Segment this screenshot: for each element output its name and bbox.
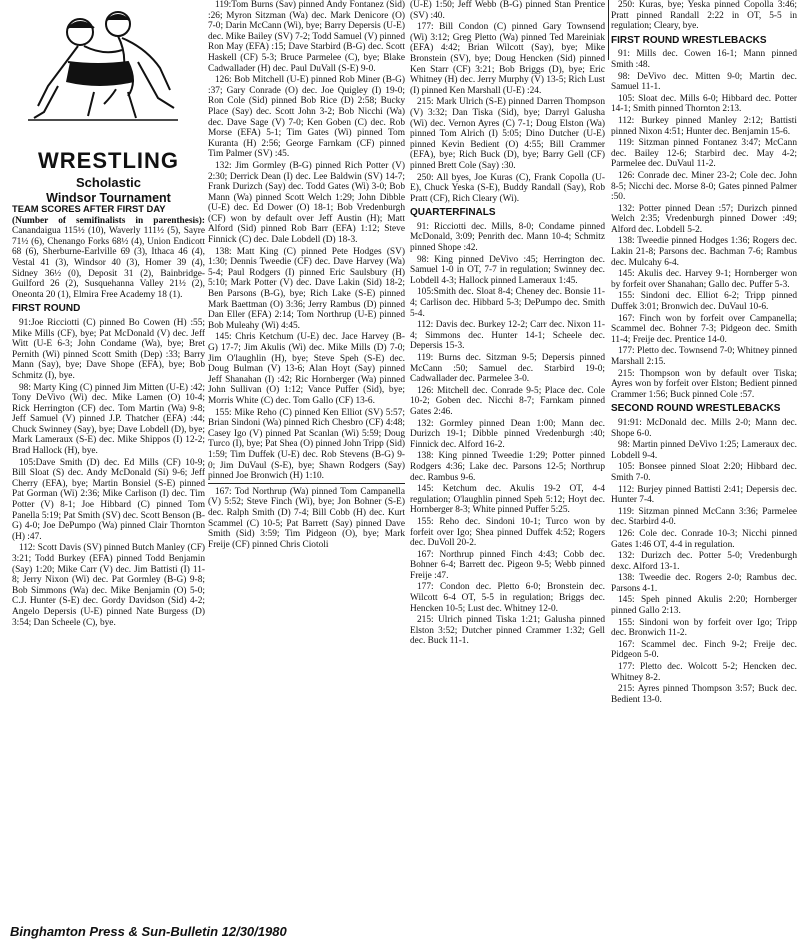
result-paragraph: 119:Tom Burns (Sav) pinned Andy Fontanez (Sid) :26; Myron Sitzman (Wa) dec. Mark Denicore (O) 7-0; Darin McCann (Wi), bye; Barry Depersis (U-E) dec. Mike Bailey (SV) 7-2; Todd Samuel (V) pinned Ron May (EFA) :15; Dave Starbird (B-G) dec. Scott Haskell (CF) 5-3; Bruce Parmelee (C), bye; Blake Cadwallader (H) dec. Paul DuVall (S-E) 9-0. — [208, 0, 405, 74]
result-paragraph: 105: Bonsee pinned Sloat 2:20; Hibbard dec. Smith 7-0. — [611, 462, 797, 483]
result-paragraph: 112: Scott Davis (SV) pinned Butch Manley (CF) 3:21; Todd Burkey (EFA) pinned Todd Benjamin (Say) 1:20; Mike Carr (V) dec. Jim Battisti (I) 11-8; Jerry Nixon (Wi) dec. Pat Gormley (B-G) 9-8; Bob Simmons (Wa) dec. Mike Benjamin (O) 5-0; C.J. Hunter (S-E) dec. Gordy Davidson (Sid) 4-2; Angelo Depersis (U-E) pinned Nate Burgess (D) 3:54; Dan Scheele (C), bye. — [12, 543, 205, 628]
result-paragraph: 167: Northrup pinned Finch 4:43; Cobb dec. Bohner 6-4; Barrett dec. Pigeon 9-5; Webb pinned Freije :47. — [410, 549, 605, 581]
result-paragraph: 132: Jim Gormley (B-G) pinned Rich Potter (V) 2:30; Derrick Dean (I) dec. Lee Baldwin (SV) 14-7; Frank Durizch (Say) dec. Todd Gates (Wi) 3-0; Bob Mann (Wa) pinned Scott Welch 1:29; John Dibble (U-E) dec. Ed Dower (O) 18-1; Bob Vredenburgh (CF) won by default over Jeff Austin (H); Matt Alford (Sid) pinned Rob Barr (EFA) 1:12; Steve Finnick (C) dec. Dale Lobdell (D) 18-3. — [208, 160, 405, 246]
result-paragraph: 215: Thompson won by default over Tiska; Ayres won by forfeit over Elston; Bedient pinned Crammer 1:56; Buck pinned Cole :57. — [611, 368, 797, 400]
result-paragraph: 177: Pletto dec. Townsend 7-0; Whitney pinned Marshall 2:15. — [611, 346, 797, 367]
result-paragraph: 250: All byes, Joe Kuras (C), Frank Copolla (U-E), Chuck Yeska (S-E), Buddy Randall (Say), Rob Pratt (CF), Rich Cleary (Wi). — [410, 172, 605, 204]
result-paragraph: 119: Sitzman pinned McCann 3:36; Parmelee dec. Starbird 4-0. — [611, 506, 797, 528]
result-paragraph: 98: Marty King (C) pinned Jim Mitten (U-E) :42; Tony DeVivo (Wi) dec. Mike Lamen (O) 10-4; Rick Herrington (CF) dec. Tom Martin (Wa) 9-8; Jeff Samuel (V) pinned J.P. Thatcher (EFA) :44; Chuck Swinney (Say), bye; Dave Lobdell (D), bye; Mark Lameraux (S-E) dec. Mike Shippos (I) 12-2; Brad Hallock (H), bye. — [12, 382, 205, 457]
result-paragraph: 215: Ayres pinned Thompson 3:57; Buck dec. Bedient 13-0. — [611, 684, 797, 705]
subtitle-tournament: Windsor Tournament — [46, 191, 171, 205]
result-paragraph: (U-E) 1:50; Jeff Webb (B-G) pinned Stan Prentice (SV) :40. — [410, 0, 605, 21]
result-paragraph: 91: Ricciotti dec. Mills, 8-0; Condame pinned McDonald, 3:09; Penrith dec. Mann 10-4; Schmitz pinned Shope :42. — [410, 221, 605, 254]
result-paragraph: 91:91: McDonald dec. Mills 2-0; Mann dec. Shope 6-0. — [611, 417, 797, 439]
result-paragraph: 177: Condon dec. Pletto 6-0; Bronstein dec. Wilcott 6-4 OT, 5-5 in regulation; Briggs dec. Hencken 10-5; Lust dec. Whitney 12-0. — [410, 582, 605, 614]
quarterfinals-heading: QUARTERFINALS — [410, 207, 496, 219]
result-paragraph: 155: Mike Reho (C) pinned Ken Elliot (SV) 5:57; Brian Sindoni (Wa) pinned Rich Chesbro (CF) 4:48; Casey Igo (V) pinned Pat Scanlan (Wi) 5:59; Doug Turco (I), bye; Pat Shea (O) pinned John Tripp (Sid) 1:59; Tim Duffek (U-E) dec. Rob Stevens (B-G) 9-0; Jim DuVaul (S-E), bye; Shawn Rodgers (Say) pinned Joe Bronwich (H) 1:10. — [208, 407, 405, 482]
result-paragraph: 145: Chris Ketchum (U-E) dec. Jace Harvey (B-G) 17-7; Jim Akulis (Wi) dec. Mike Mills (D) 7-0; Jim O'laughlin (H), bye; Steve Speh (S-E) dec. Doug Bulman (V) 13-6; Alan Hoyt (Say) pinned Jeff Shanahan (I) :42; Ric Hornberger (Wa) pinned John Sullivan (O) 1:12; Vance Puffer (Sid), bye; Morris White (C) dec. Tom Gallo (CF) 13-6. — [208, 332, 405, 406]
result-paragraph: 119: Sitzman pinned Fontanez 3:47; McCann dec. Bailey 12-6; Starbird dec. May 4-2; Parmelee dec. DuVaul 11-2. — [611, 138, 797, 170]
result-paragraph: 91:Joe Ricciotti (C) pinned Bo Cowen (H) :55; Mike Mills (CF), bye; Pat McDonald (V) dec. Jeff Witt (U-E 6-3; John Condame (Wa), bye; Bret Pernith (Wi) pinned Scott Smith (Dep) :33; Barry Mann (Say), bye; Dave Shope (EFA), bye; Bob Schmitz (I), bye. — [12, 317, 205, 381]
result-paragraph: 145: Speh pinned Akulis 2:20; Hornberger pinned Gallo 2:13. — [611, 595, 797, 617]
result-paragraph: 215: Mark Ulrich (S-E) pinned Darren Thompson (V) 3:32; Dan Tiska (Sid), bye; Darryl Galusha (Wi) dec. Vernon Ayres (C) 7-1; Doug Elston (Wa) pinned Tom Alrich (I) 5:05; Dino Dutcher (U-E) pinned Kevin Bedient (O) 4:55; Bill Crammer (EFA), bye; Rich Buck (D), bye; Barry Gell (CF) pinned Brett Cole (Say) :30. — [410, 97, 605, 171]
column-2 — [208, 0, 405, 906]
result-paragraph: 119: Burns dec. Sitzman 9-5; Depersis pinned McCann :50; Samuel dec. Starbird 19-0; Cadwallader dec. Parmelee 3-0. — [410, 353, 605, 385]
result-paragraph: 145: Akulis dec. Harvey 9-1; Hornberger won by forfeit over Shanahan; Gallo dec. Puffer 5-3. — [611, 269, 797, 290]
first-round-heading: FIRST ROUND — [12, 303, 81, 315]
result-paragraph: 126: Bob Mitchell (U-E) pinned Rob Miner (B-G) :37; Gary Conrade (O) dec. Joe Quigley (I) 19-0; Ron Cole (Sid) pinned Bob Rice (D) 2:58; Bucky Place (Say) dec. Scott John 3-2; Bob Nicchi (Wa) dec. Dave Sage (V) 7-0; Ken Goben (C) dec. Rob Morse (EFA) 5-1; Tim Gates (Wi) pinned Tom Kuranta (H) 2:56; George Farnkam (CF) pinned Tim Palmer (SV) :45. — [208, 75, 405, 160]
result-paragraph: 112: Burkey pinned Manley 2:12; Battisti pinned Nixon 4:51; Hunter dec. Benjamin 15-6. — [611, 115, 797, 137]
team-scores-text — [12, 216, 205, 301]
result-paragraph: 155: Sindoni won by forfeit over Igo; Tripp dec. Bronwich 11-2. — [611, 617, 797, 639]
result-paragraph: 167: Tod Northrup (Wa) pinned Tom Campanella (V) 5:52; Steve Finch (Wi), bye; Jon Bohner (S-E) dec. Ralph Smith (D) 7-4; Bill Cobb (H) dec. Kurt Scammel (C) 10-5; Pat Barrett (Say) pinned Dave Smith (Sid) 3:59; Tim Pidgeon (O), bye; Mark Freije (CF) pinned Chris Ciotoli — [208, 483, 405, 551]
result-paragraph: 105: Sloat dec. Mills 6-0; Hibbard dec. Potter 14-1; Smith pinned Thornton 2:13. — [611, 93, 797, 115]
result-paragraph: 132: Durizch dec. Potter 5-0; Vredenburgh dexc. Alford 13-1. — [611, 551, 797, 572]
page-title: WRESTLING — [38, 148, 179, 173]
result-paragraph: 126: Cole dec. Conrade 10-3; Nicchi pinned Gates 1:46 OT, 4-4 in regulation. — [611, 528, 797, 550]
result-paragraph: 155: Sindoni dec. Elliot 6-2; Tripp pinned Duffek 3:01; Bronwich dec. DuVaul 10-6. — [611, 291, 797, 313]
column-3 — [410, 0, 605, 906]
result-paragraph: 138: Tweedie dec. Rogers 2-0; Rambus dec. Parsons 4-1. — [611, 573, 797, 594]
result-paragraph: 138: Tweedie pinned Hodges 1:36; Rogers dec. Lakin 21-8; Parsons dec. Bachman 7-6; Rambus dec. Mulcahy 6-4. — [611, 236, 797, 268]
column-4 — [611, 0, 797, 906]
result-paragraph: 98: DeVivo dec. Mitten 9-0; Martin dec. Samuel 11-1. — [611, 71, 797, 93]
second-round-wrestlebacks-heading: SECOND ROUND WRESTLEBACKS — [611, 403, 781, 415]
result-paragraph: 132: Gormley pinned Dean 1:00; Mann dec. Durizch 19-1; Dibble pinned Vredenburgh :40; Finnick dec. Alford 16-2. — [410, 418, 605, 450]
column-divider — [608, 0, 609, 60]
result-paragraph: 126: Mitchell dec. Conrade 9-5; Place dec. Cole 10-2; Goben dec. Nicchi 8-7; Farnkam pinned Gates 2:46. — [410, 385, 605, 417]
team-scores-note: (Number of semifinalists in parenthesis): — [12, 215, 205, 226]
result-paragraph: 132: Potter pinned Dean :57; Durizch pinned Welch 2:35; Vredenburgh pinned Dower :49; Alford dec. Lobdell 5-2. — [611, 203, 797, 235]
result-paragraph: 138: King pinned Tweedie 1:29; Potter pinned Rodgers 4:36; Lake dec. Parsons 12-5; Northrup dec. Rambus 9-6. — [410, 451, 605, 483]
source-caption: Binghamton Press & Sun-Bulletin 12/30/1980 — [10, 924, 287, 939]
result-paragraph: 98: King pinned DeVivo :45; Herrington dec. Samuel 1-0 in OT, 7-7 in regulation; Swinney dec. Lobdell 4-3; Hallock pinned Lameraux 1:45. — [410, 254, 605, 286]
result-paragraph: 112: Burjey pinned Battisti 2:41; Depersis dec. Hunter 7-4. — [611, 484, 797, 506]
result-paragraph: 155: Reho dec. Sindoni 10-1; Turco won by forfeit over Igo; Shea pinned Duffek 4:52; Rogers dec. DuVoll 20-2. — [410, 516, 605, 549]
result-paragraph: 105:Dave Smith (D) dec. Ed Mills (CF) 10-9; Bill Sloat (S) dec. Andy McDonald (Si) 9-6; Jeff Cherry (EFA), bye; Martin Bonsiel (S-E) pinned Pat Gorman (Wi) 2:36; Mike Carlison (I) dec. Tim Potter (V) 8-1; Joe Hibbard (C) pinned Tom Panella 5:19; Pat Smith (SV) dec. Scott Benson (B-G) 4-0; Joe DePumpo (Wa) pinned Clair Thornton (H) :47. — [12, 457, 205, 542]
team-scores-list: Canandaigua 115½ (10), Waverly 111½ (5), Sayre 71½ (6), Chenango Forks 68½ (4), Union Endicott 68 (6), Sherburne-Earlville 69 (3), Ithaca 46 (4), Vestal 41 (3), Windsor 40 (3), Homer 39 (4), Sidney 36½ (0), Deposit 31 (2), Bainbridge-Guilford 26 (2), Susquehanna Valley 21½ (2), Oneonta 20 (1), Elmira Free Academy 18 (1). — [12, 226, 205, 300]
result-paragraph: 167: Finch won by forfeit over Campanella; Scammel dec. Bohner 7-3; Pidgeon dec. Smith 11-4; Freije dec. Prentice 14-0. — [611, 313, 797, 345]
result-paragraph: 177: Bill Condon (C) pinned Gary Townsend (Wi) 3:12; Greg Pletto (Wa) pinned Ted Mareiniak (EFA) 4:42; Brian Wilcott (Say), bye; Mike Bronstein (SV), bye; Doug Hencken (Sid) pinned Ken Starr (CF) 3:21; Bob Briggs (D), bye; Eric Whitney (H) dec. Jerry Murphy (V) 13-5; Rich Lust (I) pinned Ken Marshall (U-E) :24. — [410, 22, 605, 96]
column-1 — [12, 0, 205, 840]
team-scores-heading: TEAM SCORES AFTER FIRST DAY — [12, 203, 166, 214]
result-paragraph: 167: Scammel dec. Finch 9-2; Freije dec. Pidgeon 5-0. — [611, 639, 797, 661]
result-paragraph: 105:Smith dec. Sloat 8-4; Cheney dec. Bonsie 11-4; Carlison dec. Hibbard 5-3; DePumpo dec. Smith 5-4. — [410, 287, 605, 319]
result-paragraph: 91: Mills dec. Cowen 16-1; Mann pinned Smith :48. — [611, 49, 797, 70]
first-round-wrestlebacks-heading: FIRST ROUND WRESTLEBACKS — [611, 34, 767, 46]
result-paragraph: 177: Pletto dec. Wolcott 5-2; Hencken dec. Whitney 8-2. — [611, 662, 797, 683]
result-paragraph: 250: Kuras, bye; Yeska pinned Copolla 3:46; Pratt pinned Randall 2:22 in OT, 5-5 in regulation; Cleary, bye. — [611, 0, 797, 32]
result-paragraph: 215: Ulrich pinned Tiska 1:21; Galusha pinned Elston 3:52; Dutcher pinned Crammer 1:32; Gell dec. Buck 11-1. — [410, 615, 605, 647]
result-paragraph: 138: Matt King (C) pinned Pete Hodges (SV) 1:30; Dennis Tweedie (CF) dec. Dave Harvey (Wa) 5-4; Paul Rodgers (I) pinned Eric Saulsbury (H) 5:10; Mark Potter (V) dec. Dave Lakin (Sid) 18-2; Ben Parsons (B-G), bye; Rich Lake (S-E) pinned Mark Baettman (O) 3:36; Jerry Rambus (D) pinned Dan Eller (EFA) 2:14; Tom Northrup (U-E) pinned Bob Muleahy (Wi) 4:45. — [208, 246, 405, 331]
subtitle-scholastic: Scholastic — [75, 175, 142, 190]
result-paragraph: 98: Martin pinned DeVivo 1:25; Lameraux dec. Lobdell 9-4. — [611, 440, 797, 461]
result-paragraph: 145: Ketchum dec. Akulis 19-2 OT, 4-4 regulation; O'laughlin pinned Speh 5:12; Hoyt dec. Hornberger 8-3; White pinned Puffer 5:25. — [410, 484, 605, 516]
result-paragraph: 112: Davis dec. Burkey 12-2; Carr dec. Nixon 11-4; Simmons dec. Hunter 14-1; Scheele dec. Depersis 15-3. — [410, 320, 605, 352]
result-paragraph: 126: Conrade dec. Miner 23-2; Cole dec. John 8-5; Nicchi dec. Morse 8-0; Gates pinned Palmer :50. — [611, 170, 797, 203]
